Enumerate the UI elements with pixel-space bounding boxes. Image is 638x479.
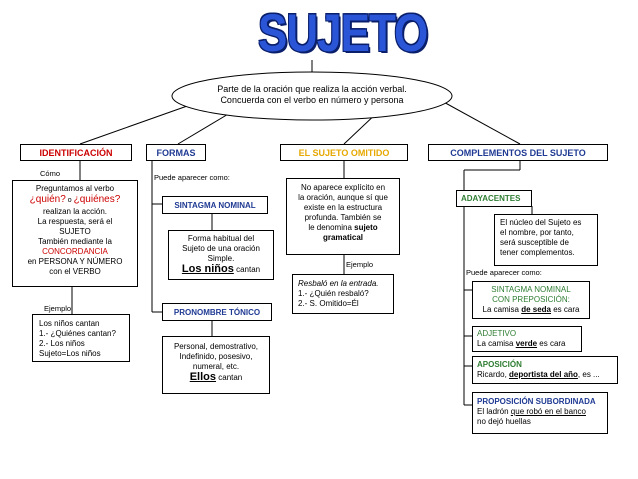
id-line-6: También mediante la xyxy=(38,237,112,246)
id-ej-line-1: Los niños cantan xyxy=(39,319,100,328)
om-line-5 xyxy=(287,223,399,233)
om-ej-line-3: 2.- S. Omitido=Él xyxy=(298,299,359,308)
nucleo-line-2: el nombre, por tanto, xyxy=(500,228,574,237)
nucleo-line-3: será susceptible de xyxy=(500,238,569,247)
om-ejemplo-label: Ejemplo xyxy=(346,260,374,269)
id-line-3: realizan la acción. xyxy=(42,207,108,216)
pronombre-example xyxy=(163,372,269,383)
nucleo-line-4: tener complementos. xyxy=(500,248,575,257)
sn-prep-ex-c: es cara xyxy=(551,305,580,314)
aposicion-ex-c: , es ... xyxy=(577,370,600,379)
definition-line-2: Concuerda con el verbo en número y persona xyxy=(220,95,404,105)
subordinada-ex-a: El ladrón xyxy=(477,407,511,416)
aposicion-box xyxy=(472,356,618,384)
id-line-8: en PERSONA Y NÚMERO xyxy=(27,257,123,266)
om-line-6: gramatical xyxy=(322,233,364,242)
pronombre-line-3: numeral, etc. xyxy=(192,362,240,371)
om-ejemplo-box xyxy=(292,274,394,314)
pronombre-example-rest: cantan xyxy=(216,373,243,382)
pronombre-line-1: Personal, demostrativo, xyxy=(173,342,259,351)
aposicion-ex-a: Ricardo, xyxy=(477,370,510,379)
aposicion-ex-b: deportista del año xyxy=(509,370,578,379)
category-complementos: COMPLEMENTOS DEL SUJETO xyxy=(428,144,608,161)
adjetivo-ex-a: La camisa xyxy=(477,339,516,348)
nominal-line-1: Forma habitual del xyxy=(187,234,255,243)
nucleo-line-1: El núcleo del Sujeto es xyxy=(500,218,582,227)
id-line-1: Preguntamos al verbo xyxy=(35,184,115,193)
o-text: o xyxy=(65,197,74,204)
adjetivo-example xyxy=(477,339,581,349)
adjetivo-label: ADJETIVO xyxy=(477,329,517,338)
sn-prep-line-2: CON PREPOSICIÓN: xyxy=(492,295,570,304)
sn-prep-ex-b: de seda xyxy=(521,305,551,314)
como-label: Cómo xyxy=(40,169,61,178)
id-line-5: SUJETO xyxy=(59,227,91,236)
nominal-desc-box xyxy=(168,230,274,280)
sintagma-nominal-box: SINTAGMA NOMINAL xyxy=(162,196,268,214)
pronombre-example-bold: Ellos xyxy=(189,371,217,383)
id-ej-line-2: 1.- ¿Quiénes cantan? xyxy=(39,329,116,338)
nucleo-box xyxy=(494,214,598,266)
nominal-example-rest: cantan xyxy=(233,265,261,274)
adyacentes-box: ADAYACENTES xyxy=(456,190,532,207)
id-ej-line-4: Sujeto=Los niños xyxy=(39,349,101,358)
om-line-5b: sujeto xyxy=(354,223,378,232)
om-line-4: profunda. También se xyxy=(304,213,382,222)
nominal-line-3: Simple. xyxy=(207,254,235,263)
category-formas: FORMAS xyxy=(146,144,206,161)
id-line-4: La respuesta, será el xyxy=(37,217,113,226)
adjetivo-ex-b: verde xyxy=(515,339,538,348)
quien-text: ¿quién? xyxy=(29,194,66,205)
sn-prep-example xyxy=(473,305,589,315)
category-identificacion: IDENTIFICACIÓN xyxy=(20,144,132,161)
om-ej-line-2: 1.- ¿Quién resbaló? xyxy=(298,289,369,298)
id-question-line xyxy=(13,194,137,207)
pronombre-desc-box xyxy=(162,336,270,394)
quienes-text: ¿quiénes? xyxy=(73,194,121,205)
aposicion-example xyxy=(477,370,617,380)
definition-text xyxy=(172,84,452,106)
id-ej-line-3: 2.- Los niños xyxy=(39,339,85,348)
subordinada-label: PROPOSICIÓN SUBORDINADA xyxy=(477,397,596,406)
page-title: SUJETO xyxy=(258,4,428,63)
pronombre-tonico-box: PRONOMBRE TÓNICO xyxy=(162,303,272,321)
adjetivo-box xyxy=(472,326,582,352)
subordinada-ex-c: no dejó huellas xyxy=(477,417,531,426)
om-line-2: la oración, aunque sí que xyxy=(298,193,388,202)
omitido-box xyxy=(286,178,400,255)
comp-puede-label: Puede aparecer como: xyxy=(466,268,542,277)
nominal-example xyxy=(169,264,273,275)
category-omitido: EL SUJETO OMITIDO xyxy=(280,144,408,161)
nominal-example-bold: Los niños xyxy=(181,263,234,275)
sn-prep-box xyxy=(472,281,590,319)
om-line-1: No aparece explícito en xyxy=(300,183,386,192)
id-ejemplo-label: Ejemplo xyxy=(44,304,72,313)
om-ej-line-1: Resbaló en la entrada. xyxy=(298,279,379,288)
definition-line-1: Parte de la oración que realiza la acción verbal. xyxy=(217,84,407,94)
nominal-line-2: Sujeto de una oración xyxy=(182,244,260,253)
subordinada-ex-b: que robó en el banco xyxy=(510,407,586,416)
identificacion-box xyxy=(12,180,138,287)
id-ejemplo-box xyxy=(32,314,130,362)
om-line-5a: le denomina xyxy=(308,223,355,232)
pronombre-line-2: Indefinido, posesivo, xyxy=(179,352,253,361)
aposicion-label: APOSICIÓN xyxy=(477,360,522,369)
id-line-9: con el VERBO xyxy=(49,267,101,276)
adjetivo-ex-c: es cara xyxy=(537,339,566,348)
sn-prep-ex-a: La camisa xyxy=(482,305,522,314)
subordinada-example xyxy=(477,407,607,417)
subordinada-box xyxy=(472,392,608,434)
sn-prep-line-1: SINTAGMA NOMINAL xyxy=(491,285,571,294)
id-line-7: CONCORDANCIA xyxy=(42,247,108,256)
formas-puede-label: Puede aparecer como: xyxy=(154,173,230,182)
om-line-3: existe en la estructura xyxy=(303,203,383,212)
